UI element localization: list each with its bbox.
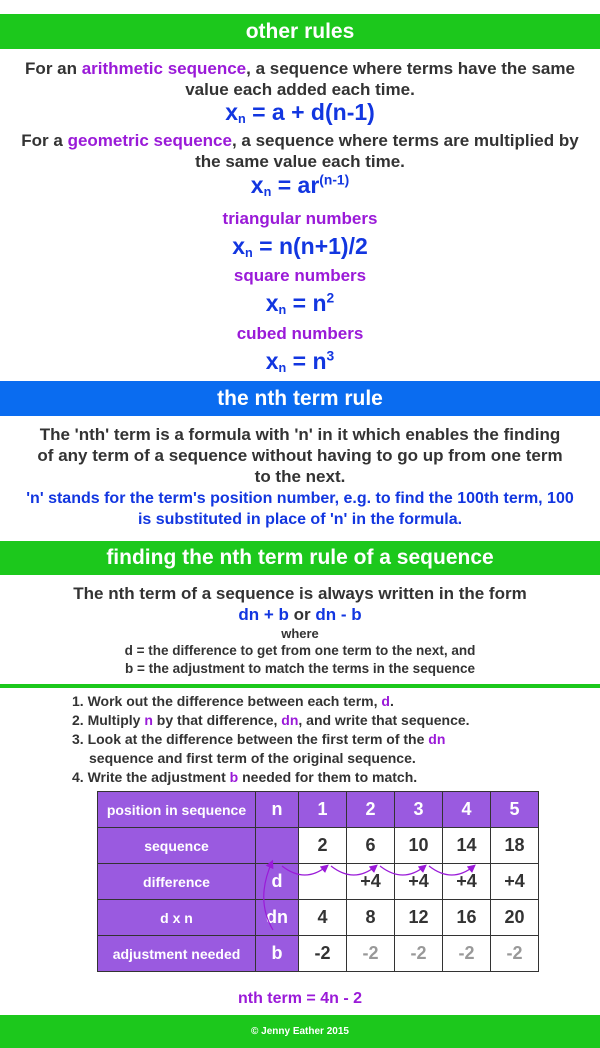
table-row	[98, 864, 539, 900]
row-label-dxn: d x n	[98, 900, 256, 936]
row-symbol-n: n	[256, 792, 299, 828]
difference-cell: +4	[491, 864, 539, 900]
finding-nth-header: finding the nth term rule of a sequence	[0, 541, 600, 575]
row-label-sequence: sequence	[98, 828, 256, 864]
footer-copyright: © Jenny Eather 2015	[0, 1015, 600, 1048]
square-formula: $x_n = n^2$	[265, 290, 335, 318]
form-expressions: dn + b or dn - b	[238, 605, 362, 624]
difference-cell	[299, 864, 347, 900]
arithmetic-description: For an arithmetic sequence, a sequence where terms have the same value each added each time.	[25, 59, 575, 99]
steps-list	[72, 692, 592, 787]
dn-cell: 16	[443, 900, 491, 936]
step-3: 3. Look at the difference between the first term of the dn sequence and first term of the original sequence.	[72, 731, 446, 766]
sequence-cell: 6	[347, 828, 395, 864]
nth-term-description: The 'nth' term is a formula with 'n' in it which enables the finding of any term of a sequence without having to go up from one term to the next.	[37, 425, 563, 486]
adjustment-cell: -2	[299, 936, 347, 972]
where-text: where	[281, 626, 319, 641]
position-cell: 4	[443, 792, 491, 828]
difference-cell: +4	[443, 864, 491, 900]
row-symbol-empty	[256, 828, 299, 864]
step-4: 4. Write the adjustment b needed for them to match.	[72, 769, 418, 785]
nth-term-table	[97, 791, 539, 972]
adjustment-cell: -2	[395, 936, 443, 972]
nth-term-header: the nth term rule	[0, 381, 600, 416]
adjustment-cell: -2	[443, 936, 491, 972]
form-plus: dn + b	[238, 605, 289, 624]
dn-cell: 4	[299, 900, 347, 936]
row-label-position: position in sequence	[98, 792, 256, 828]
definition-b: b = the adjustment to match the terms in the sequence	[125, 661, 475, 676]
adjustment-cell: -2	[491, 936, 539, 972]
sequence-cell: 10	[395, 828, 443, 864]
arithmetic-formula: $x_n = a + d(n-1)$	[225, 99, 375, 127]
nth-term-note: 'n' stands for the term's position number, e.g. to find the 100th term, 100 is substituted in place of 'n' in the formula.	[26, 490, 574, 528]
geometric-formula: $x_n = ar^{(n-1)}$	[250, 172, 350, 200]
adjustment-cell: -2	[347, 936, 395, 972]
arithmetic-term: arithmetic sequence	[81, 59, 247, 78]
dn-cell: 8	[347, 900, 395, 936]
triangular-formula: $x_n = n(n+1)/2$	[232, 233, 368, 261]
position-cell: 1	[299, 792, 347, 828]
row-label-adjustment: adjustment needed	[98, 936, 256, 972]
geometric-term: geometric sequence	[67, 131, 232, 150]
cubed-formula: $x_n = n^3$	[265, 348, 335, 376]
sequence-cell: 2	[299, 828, 347, 864]
dn-cell: 12	[395, 900, 443, 936]
triangular-label: triangular numbers	[222, 209, 378, 228]
definition-d: d = the difference to get from one term to the next, and	[124, 643, 476, 658]
position-cell: 5	[491, 792, 539, 828]
other-rules-header: other rules	[0, 14, 600, 49]
position-cell: 2	[347, 792, 395, 828]
dn-cell: 20	[491, 900, 539, 936]
form-text: The nth term of a sequence is always written in the form	[73, 584, 527, 603]
form-minus: dn - b	[315, 605, 362, 624]
square-label: square numbers	[233, 266, 367, 285]
result-formula: nth term = 4n - 2	[237, 990, 363, 1007]
step-2: 2. Multiply n by that difference, dn, and write that sequence.	[72, 712, 470, 728]
sequence-cell: 14	[443, 828, 491, 864]
section-divider	[0, 684, 600, 688]
difference-cell: +4	[347, 864, 395, 900]
table-row	[98, 792, 539, 828]
geometric-description: For a geometric sequence, a sequence where terms are multiplied by the same value each time.	[21, 131, 579, 171]
position-cell: 3	[395, 792, 443, 828]
difference-cell: +4	[395, 864, 443, 900]
table-row	[98, 900, 539, 936]
cubed-label: cubed numbers	[236, 324, 364, 343]
row-label-difference: difference	[98, 864, 256, 900]
sequence-cell: 18	[491, 828, 539, 864]
row-symbol-b: b	[256, 936, 299, 972]
row-symbol-dn: dn	[256, 900, 299, 936]
row-symbol-d: d	[256, 864, 299, 900]
table-row	[98, 936, 539, 972]
step-1: 1. Work out the difference between each term, d.	[72, 693, 394, 709]
table-row	[98, 828, 539, 864]
